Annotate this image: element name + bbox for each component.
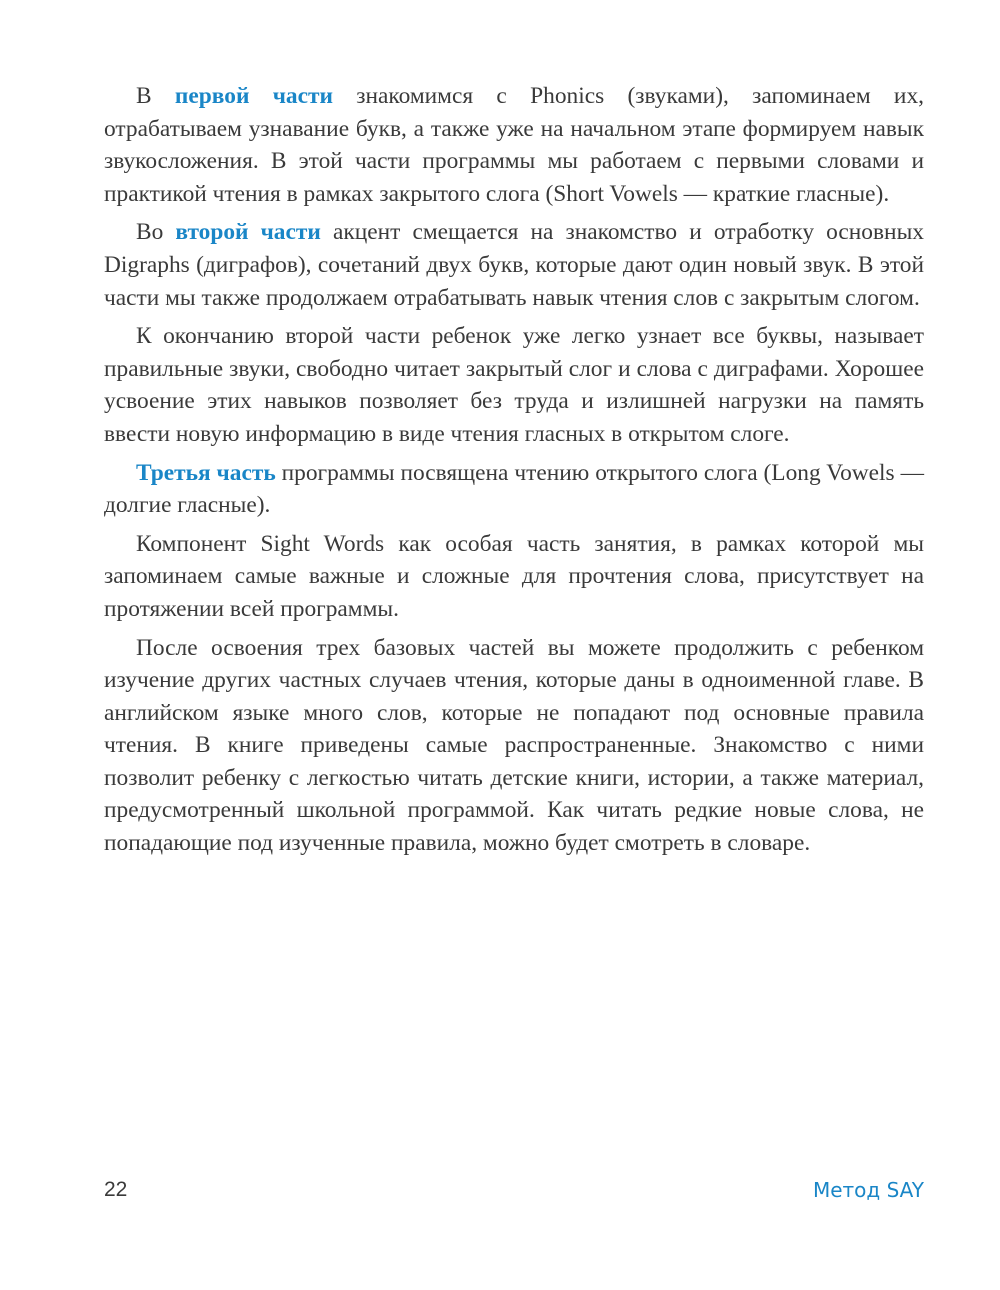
paragraph-1 — [104, 80, 924, 210]
paragraph-4 — [104, 457, 924, 522]
paragraph-3: К окончанию второй части ребенок уже легко узнает все буквы, называет правильные звуки, свободно читает закрытый слог и слова с диграфами. Хорошее усвоение этих навыков позволяет без труда и излишней нагрузки на память ввести новую информацию в виде чтения гласных в открытом слоге. — [104, 323, 924, 447]
highlight-second-part: второй части — [175, 219, 321, 246]
paragraph-2-lead: Во — [136, 219, 176, 246]
paragraph-6: После освоения трех базовых частей вы можете продолжить с ребенком изучение других частных случаев чтения, которые даны в одноименной главе. В английском языке много слов, которые не попадают под основные правила чтения. В книге приведены самые распространенные. Знакомство с ними позволит ребенку с легкостью читать детские книги, истории, а также материал, предусмотренный школьной программой. Как читать редкие новые слова, не попадающие под изученные правила, можно будет смотреть в словаре. — [104, 634, 924, 857]
paragraph-4-text: программы посвящена чтению открытого слога (Long Vowels — долгие гласные). — [104, 459, 924, 519]
paragraph-1-text: знакомимся с Phonics (звуками), запоминаем их, отрабатываем узнавание букв, а также уже на начальном этапе формируем навык звукосложения. В этой части программы мы работаем с первыми словами и практикой чтения в рамках закрытого слога (Short Vowels — краткие гласные). — [104, 83, 924, 207]
body-text — [104, 80, 924, 866]
paragraph-5: Компонент Sight Words как особая часть занятия, в рамках которой мы запоминаем самые важные и сложные для прочтения слова, присутствует на протяжении всей программы. — [104, 530, 924, 622]
paragraph-1-lead: В — [136, 83, 175, 109]
running-footer-title: Метод SAY — [812, 1178, 924, 1202]
paragraph-2-text: акцент смещается на знакомство и отработку основных Digraphs (диграфов), сочетаний двух букв, которые дают один новый звук. В этой части мы также продолжаем отрабатывать навык чтения слов с закрытым слогом. — [104, 219, 924, 311]
highlight-first-part: первой части — [174, 83, 333, 109]
highlight-third-part: Третья часть — [136, 459, 276, 486]
paragraph-2 — [104, 216, 924, 314]
page-number: 22 — [104, 1178, 128, 1201]
